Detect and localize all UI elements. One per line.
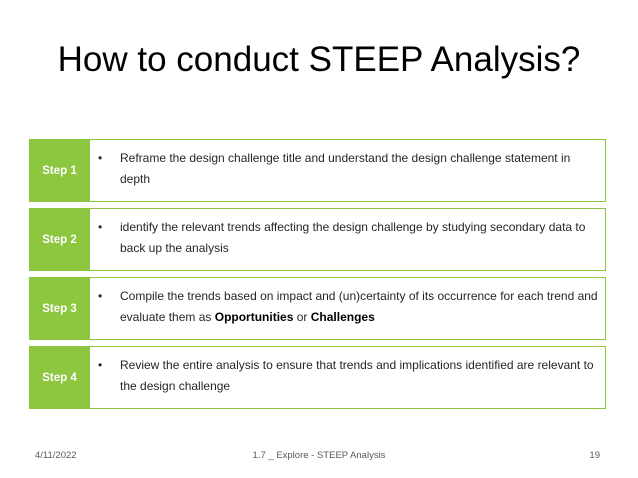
slide-title: How to conduct STEEP Analysis? — [57, 40, 581, 79]
steps-table — [29, 139, 606, 415]
step-body-1 — [90, 139, 606, 202]
step-text-3-middle: or — [293, 310, 311, 324]
challenges-keyword: Challenges — [310, 310, 375, 324]
step-body-4 — [90, 346, 606, 409]
bullet-icon: • — [98, 289, 103, 303]
step-label-1: Step 1 — [29, 139, 90, 202]
bullet-icon: • — [98, 358, 103, 372]
footer-page-number: 19 — [589, 450, 600, 461]
step-row-4 — [29, 346, 606, 409]
step-text-1: Reframe the design challenge title and understand the design challenge statement in depth — [120, 151, 571, 186]
footer-title: 1.7 _ Explore - STEEP Analysis — [252, 450, 386, 461]
step-text-3-before: Compile the trends based on impact and (un)certainty of its occurrence for each trend and evaluate them as — [120, 289, 598, 324]
step-text-2: identify the relevant trends affecting the design challenge by studying secondary data to back up the analysis — [120, 220, 586, 255]
bullet-icon: • — [98, 151, 103, 165]
step-row-2 — [29, 208, 606, 271]
step-row-1 — [29, 139, 606, 202]
step-body-3 — [90, 277, 606, 340]
step-label-2: Step 2 — [29, 208, 90, 271]
step-row-3 — [29, 277, 606, 340]
step-label-4: Step 4 — [29, 346, 90, 409]
bullet-icon: • — [98, 220, 103, 234]
step-text-4: Review the entire analysis to ensure that trends and implications identified are relevant to the design challenge — [120, 358, 594, 393]
opportunities-keyword: Opportunities — [214, 310, 294, 324]
footer-date: 4/11/2022 — [35, 450, 77, 461]
step-body-2 — [90, 208, 606, 271]
step-text-3 — [120, 286, 599, 328]
step-label-3: Step 3 — [29, 277, 90, 340]
